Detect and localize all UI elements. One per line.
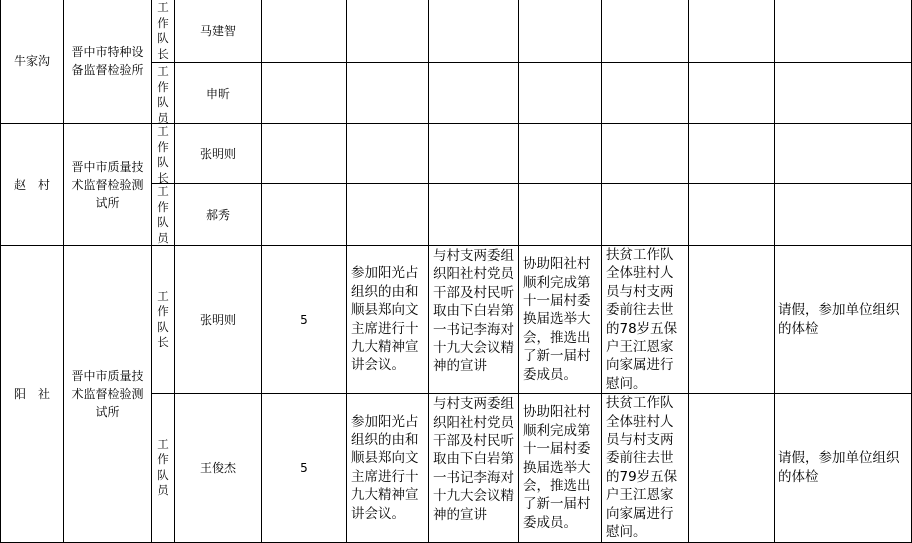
note-cell: 请假，参加单位组织的体检 bbox=[775, 246, 912, 394]
unit-cell: 晋中市质量技术监督检验测试所 bbox=[64, 124, 152, 246]
activity-cell bbox=[347, 63, 429, 124]
name-cell: 申昕 bbox=[175, 63, 262, 124]
days-cell bbox=[262, 184, 347, 246]
activity-cell: 参加阳光占组织的由和顺县郑向文主席进行十九大精神宣讲会议。 bbox=[347, 246, 429, 394]
role-cell bbox=[152, 63, 175, 124]
role-cell bbox=[152, 124, 175, 184]
activity-cell bbox=[602, 124, 689, 184]
note-cell bbox=[775, 63, 912, 124]
role-cell: 工作队长 bbox=[152, 246, 175, 394]
role-cell bbox=[152, 184, 175, 246]
days-cell bbox=[262, 63, 347, 124]
days-cell: 5 bbox=[262, 394, 347, 542]
activity-cell bbox=[689, 246, 775, 394]
role-cell: 工作队员 bbox=[152, 394, 175, 542]
activity-cell bbox=[689, 0, 775, 63]
village-cell: 赵 村 bbox=[1, 124, 64, 246]
table-row bbox=[1, 0, 912, 63]
activity-cell bbox=[347, 124, 429, 184]
activity-cell: 与村支两委组织阳社村党员干部及村民听取由下白岩第一书记李海对十九大会议精神的宣讲 bbox=[429, 246, 519, 394]
activity-cell bbox=[602, 184, 689, 246]
table-row bbox=[1, 124, 912, 184]
role-text: 工作队员 bbox=[157, 184, 169, 245]
activity-cell bbox=[429, 63, 519, 124]
name-cell: 张明则 bbox=[175, 246, 262, 394]
days-cell: 5 bbox=[262, 246, 347, 394]
role-text: 工作队员 bbox=[157, 64, 169, 123]
note-cell bbox=[775, 184, 912, 246]
days-cell bbox=[262, 124, 347, 184]
activity-cell bbox=[519, 124, 602, 184]
activity-cell: 参加阳光占组织的由和顺县郑向文主席进行十九大精神宣讲会议。 bbox=[347, 394, 429, 542]
note-cell bbox=[775, 0, 912, 63]
note-cell bbox=[775, 124, 912, 184]
activity-cell bbox=[602, 0, 689, 63]
village-cell: 阳 社 bbox=[1, 246, 64, 543]
activity-cell: 与村支两委组织阳社村党员干部及村民听取由下白岩第一书记李海对十九大会议精神的宣讲 bbox=[429, 394, 519, 542]
days-cell bbox=[262, 0, 347, 63]
role-text: 工作队长 bbox=[157, 0, 169, 61]
name-cell: 郝秀 bbox=[175, 184, 262, 246]
activity-cell bbox=[519, 184, 602, 246]
activity-cell bbox=[347, 0, 429, 63]
activity-cell: 协助阳社村顺利完成第十一届村委换届选举大会，推选出了新一届村委成员。 bbox=[519, 394, 602, 542]
name-cell: 马建智 bbox=[175, 0, 262, 63]
name-cell: 张明则 bbox=[175, 124, 262, 184]
activity-cell bbox=[519, 0, 602, 63]
role-cell bbox=[152, 0, 175, 63]
unit-cell: 晋中市特种设备监督检验所 bbox=[64, 0, 152, 124]
activity-cell: 协助阳社村顺利完成第十一届村委换届选举大会，推选出了新一届村委成员。 bbox=[519, 246, 602, 394]
table-row bbox=[1, 246, 912, 394]
activity-cell bbox=[689, 63, 775, 124]
village-cell: 牛家沟 bbox=[1, 0, 64, 124]
activity-cell bbox=[519, 63, 602, 124]
activity-cell bbox=[689, 184, 775, 246]
activity-cell bbox=[689, 124, 775, 184]
name-cell: 王俊杰 bbox=[175, 394, 262, 542]
note-cell: 请假，参加单位组织的体检 bbox=[775, 394, 912, 542]
activity-cell bbox=[429, 184, 519, 246]
activity-cell: 扶贫工作队全体驻村人员与村支两委前往去世的79岁五保户王江恩家向家属进行慰问。 bbox=[602, 394, 689, 542]
activity-cell bbox=[689, 394, 775, 542]
activity-cell bbox=[602, 63, 689, 124]
activity-cell bbox=[347, 184, 429, 246]
activity-cell bbox=[429, 124, 519, 184]
role-text: 工作队长 bbox=[157, 124, 169, 183]
activity-cell bbox=[429, 0, 519, 63]
unit-cell: 晋中市质量技术监督检验测试所 bbox=[64, 246, 152, 543]
activity-cell: 扶贫工作队全体驻村人员与村支两委前往去世的78岁五保户王江恩家向家属进行慰问。 bbox=[602, 246, 689, 394]
